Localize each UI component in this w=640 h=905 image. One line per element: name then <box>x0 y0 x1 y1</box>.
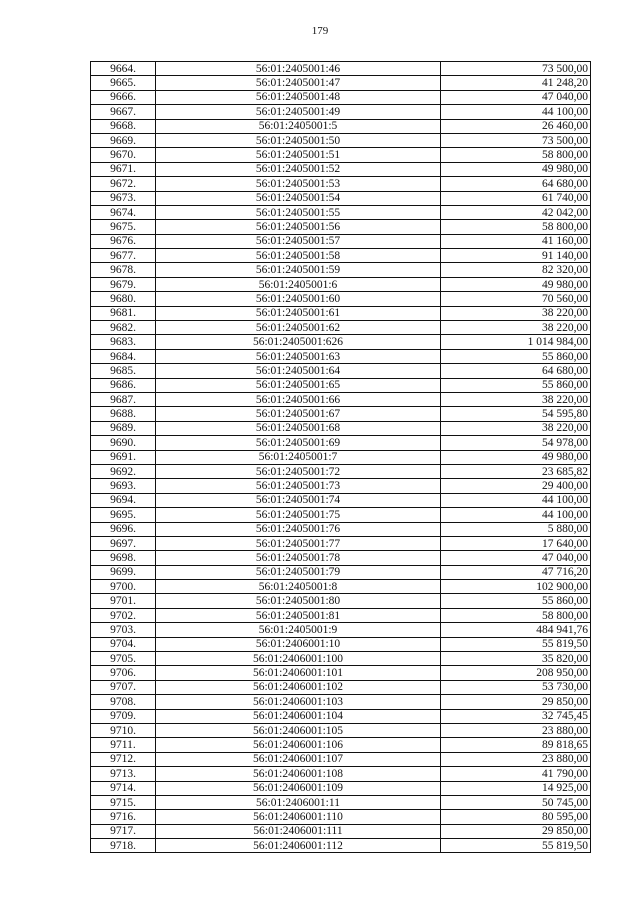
row-number: 9697. <box>91 536 156 550</box>
table-row <box>91 565 591 579</box>
cadastral-number: 56:01:2406001:104 <box>156 709 441 723</box>
row-number: 9703. <box>91 623 156 637</box>
cadastral-value: 55 860,00 <box>441 349 591 363</box>
table-row <box>91 148 591 162</box>
cadastral-number: 56:01:2406001:101 <box>156 666 441 680</box>
table-row <box>91 436 591 450</box>
row-number: 9712. <box>91 752 156 766</box>
row-number: 9687. <box>91 392 156 406</box>
row-number: 9678. <box>91 263 156 277</box>
table-row <box>91 709 591 723</box>
cadastral-number: 56:01:2405001:67 <box>156 407 441 421</box>
cadastral-value: 47 040,00 <box>441 551 591 565</box>
cadastral-value: 55 819,50 <box>441 637 591 651</box>
cadastral-number: 56:01:2405001:7 <box>156 450 441 464</box>
table-row <box>91 580 591 594</box>
table-row <box>91 119 591 133</box>
table-row <box>91 392 591 406</box>
cadastral-value: 49 980,00 <box>441 450 591 464</box>
cadastral-number: 56:01:2405001:61 <box>156 306 441 320</box>
table-row <box>91 810 591 824</box>
cadastral-value: 55 860,00 <box>441 378 591 392</box>
cadastral-number: 56:01:2405001:59 <box>156 263 441 277</box>
cadastral-number: 56:01:2405001:49 <box>156 105 441 119</box>
table-row <box>91 767 591 781</box>
table-row <box>91 752 591 766</box>
table-row <box>91 76 591 90</box>
cadastral-number: 56:01:2406001:108 <box>156 767 441 781</box>
table-row <box>91 90 591 104</box>
row-number: 9667. <box>91 105 156 119</box>
cadastral-number: 56:01:2406001:109 <box>156 781 441 795</box>
row-number: 9692. <box>91 464 156 478</box>
cadastral-number: 56:01:2405001:8 <box>156 580 441 594</box>
row-number: 9713. <box>91 767 156 781</box>
row-number: 9682. <box>91 321 156 335</box>
cadastral-value: 35 820,00 <box>441 652 591 666</box>
row-number: 9711. <box>91 738 156 752</box>
table-row <box>91 292 591 306</box>
row-number: 9706. <box>91 666 156 680</box>
row-number: 9698. <box>91 551 156 565</box>
table-row <box>91 162 591 176</box>
row-number: 9695. <box>91 508 156 522</box>
cadastral-number: 56:01:2405001:6 <box>156 277 441 291</box>
table-row <box>91 407 591 421</box>
cadastral-value: 5 880,00 <box>441 522 591 536</box>
row-number: 9670. <box>91 148 156 162</box>
cadastral-number: 56:01:2405001:62 <box>156 321 441 335</box>
cadastral-number: 56:01:2406001:103 <box>156 695 441 709</box>
cadastral-number: 56:01:2405001:5 <box>156 119 441 133</box>
row-number: 9701. <box>91 594 156 608</box>
cadastral-number: 56:01:2405001:64 <box>156 364 441 378</box>
table-row <box>91 205 591 219</box>
cadastral-number: 56:01:2405001:76 <box>156 522 441 536</box>
cadastral-value: 80 595,00 <box>441 810 591 824</box>
row-number: 9676. <box>91 234 156 248</box>
cadastral-number: 56:01:2406001:10 <box>156 637 441 651</box>
table-row <box>91 738 591 752</box>
cadastral-number: 56:01:2405001:53 <box>156 177 441 191</box>
cadastral-number: 56:01:2405001:57 <box>156 234 441 248</box>
cadastral-value: 44 100,00 <box>441 493 591 507</box>
table-row <box>91 62 591 76</box>
row-number: 9675. <box>91 220 156 234</box>
cadastral-value: 89 818,65 <box>441 738 591 752</box>
table-row <box>91 105 591 119</box>
cadastral-number: 56:01:2405001:58 <box>156 249 441 263</box>
cadastral-value: 41 248,20 <box>441 76 591 90</box>
cadastral-value: 38 220,00 <box>441 306 591 320</box>
row-number: 9677. <box>91 249 156 263</box>
table-row <box>91 321 591 335</box>
cadastral-value: 54 595,80 <box>441 407 591 421</box>
row-number: 9690. <box>91 436 156 450</box>
cadastral-number: 56:01:2406001:105 <box>156 723 441 737</box>
cadastral-value: 44 100,00 <box>441 508 591 522</box>
table-row <box>91 191 591 205</box>
cadastral-value: 58 800,00 <box>441 148 591 162</box>
cadastral-number: 56:01:2405001:68 <box>156 421 441 435</box>
cadastral-value: 23 880,00 <box>441 723 591 737</box>
table-row <box>91 666 591 680</box>
table-row <box>91 536 591 550</box>
table-row <box>91 781 591 795</box>
cadastral-number: 56:01:2405001:74 <box>156 493 441 507</box>
cadastral-value: 49 980,00 <box>441 277 591 291</box>
cadastral-value: 73 500,00 <box>441 62 591 76</box>
table-row <box>91 450 591 464</box>
cadastral-number: 56:01:2406001:102 <box>156 680 441 694</box>
cadastral-value: 41 160,00 <box>441 234 591 248</box>
row-number: 9668. <box>91 119 156 133</box>
row-number: 9685. <box>91 364 156 378</box>
row-number: 9715. <box>91 795 156 809</box>
row-number: 9707. <box>91 680 156 694</box>
table-row <box>91 680 591 694</box>
cadastral-value: 23 880,00 <box>441 752 591 766</box>
table-row <box>91 364 591 378</box>
cadastral-value: 42 042,00 <box>441 205 591 219</box>
cadastral-value: 17 640,00 <box>441 536 591 550</box>
table-body <box>91 62 591 853</box>
cadastral-value: 55 860,00 <box>441 594 591 608</box>
cadastral-number: 56:01:2405001:63 <box>156 349 441 363</box>
table-row <box>91 795 591 809</box>
cadastral-value: 70 560,00 <box>441 292 591 306</box>
cadastral-value: 47 716,20 <box>441 565 591 579</box>
cadastral-value: 38 220,00 <box>441 392 591 406</box>
cadastral-value: 91 140,00 <box>441 249 591 263</box>
row-number: 9691. <box>91 450 156 464</box>
table-row <box>91 493 591 507</box>
cadastral-number: 56:01:2405001:75 <box>156 508 441 522</box>
cadastral-number: 56:01:2405001:73 <box>156 479 441 493</box>
row-number: 9709. <box>91 709 156 723</box>
cadastral-value: 73 500,00 <box>441 133 591 147</box>
cadastral-number: 56:01:2405001:50 <box>156 133 441 147</box>
cadastral-number: 56:01:2406001:107 <box>156 752 441 766</box>
cadastral-value: 44 100,00 <box>441 105 591 119</box>
cadastral-value: 29 850,00 <box>441 695 591 709</box>
row-number: 9693. <box>91 479 156 493</box>
table-row <box>91 652 591 666</box>
table-row <box>91 263 591 277</box>
cadastral-value: 32 745,45 <box>441 709 591 723</box>
cadastral-number: 56:01:2405001:46 <box>156 62 441 76</box>
cadastral-value-table <box>90 61 591 853</box>
row-number: 9664. <box>91 62 156 76</box>
cadastral-value: 29 850,00 <box>441 824 591 838</box>
table-row <box>91 277 591 291</box>
row-number: 9686. <box>91 378 156 392</box>
table-row <box>91 637 591 651</box>
cadastral-value: 49 980,00 <box>441 162 591 176</box>
cadastral-number: 56:01:2405001:48 <box>156 90 441 104</box>
table-row <box>91 249 591 263</box>
row-number: 9671. <box>91 162 156 176</box>
row-number: 9696. <box>91 522 156 536</box>
row-number: 9708. <box>91 695 156 709</box>
row-number: 9673. <box>91 191 156 205</box>
row-number: 9679. <box>91 277 156 291</box>
cadastral-number: 56:01:2406001:111 <box>156 824 441 838</box>
cadastral-value: 41 790,00 <box>441 767 591 781</box>
cadastral-number: 56:01:2406001:110 <box>156 810 441 824</box>
row-number: 9684. <box>91 349 156 363</box>
row-number: 9669. <box>91 133 156 147</box>
cadastral-value: 102 900,00 <box>441 580 591 594</box>
row-number: 9702. <box>91 608 156 622</box>
table-row <box>91 378 591 392</box>
row-number: 9714. <box>91 781 156 795</box>
row-number: 9694. <box>91 493 156 507</box>
cadastral-number: 56:01:2405001:79 <box>156 565 441 579</box>
row-number: 9710. <box>91 723 156 737</box>
cadastral-number: 56:01:2405001:54 <box>156 191 441 205</box>
table-row <box>91 508 591 522</box>
cadastral-number: 56:01:2405001:66 <box>156 392 441 406</box>
row-number: 9672. <box>91 177 156 191</box>
cadastral-value: 29 400,00 <box>441 479 591 493</box>
row-number: 9680. <box>91 292 156 306</box>
cadastral-number: 56:01:2405001:52 <box>156 162 441 176</box>
row-number: 9666. <box>91 90 156 104</box>
cadastral-number: 56:01:2405001:9 <box>156 623 441 637</box>
cadastral-value: 61 740,00 <box>441 191 591 205</box>
row-number: 9688. <box>91 407 156 421</box>
row-number: 9717. <box>91 824 156 838</box>
cadastral-number: 56:01:2406001:112 <box>156 839 441 853</box>
page-number: 179 <box>311 25 329 37</box>
cadastral-number: 56:01:2405001:80 <box>156 594 441 608</box>
cadastral-number: 56:01:2405001:626 <box>156 335 441 349</box>
cadastral-number: 56:01:2405001:56 <box>156 220 441 234</box>
table-row <box>91 551 591 565</box>
cadastral-value: 58 800,00 <box>441 608 591 622</box>
row-number: 9689. <box>91 421 156 435</box>
cadastral-value: 26 460,00 <box>441 119 591 133</box>
row-number: 9674. <box>91 205 156 219</box>
row-number: 9705. <box>91 652 156 666</box>
cadastral-number: 56:01:2406001:106 <box>156 738 441 752</box>
table-row <box>91 349 591 363</box>
table-row <box>91 335 591 349</box>
table-row <box>91 695 591 709</box>
cadastral-value: 55 819,50 <box>441 839 591 853</box>
cadastral-number: 56:01:2405001:55 <box>156 205 441 219</box>
row-number: 9700. <box>91 580 156 594</box>
table-row <box>91 824 591 838</box>
row-number: 9665. <box>91 76 156 90</box>
row-number: 9699. <box>91 565 156 579</box>
cadastral-number: 56:01:2406001:11 <box>156 795 441 809</box>
cadastral-value: 1 014 984,00 <box>441 335 591 349</box>
table-row <box>91 522 591 536</box>
row-number: 9683. <box>91 335 156 349</box>
row-number: 9716. <box>91 810 156 824</box>
table-row <box>91 623 591 637</box>
cadastral-value: 484 941,76 <box>441 623 591 637</box>
cadastral-number: 56:01:2406001:100 <box>156 652 441 666</box>
cadastral-number: 56:01:2405001:51 <box>156 148 441 162</box>
table-row <box>91 133 591 147</box>
cadastral-value: 38 220,00 <box>441 421 591 435</box>
cadastral-number: 56:01:2405001:78 <box>156 551 441 565</box>
cadastral-value: 54 978,00 <box>441 436 591 450</box>
cadastral-number: 56:01:2405001:65 <box>156 378 441 392</box>
cadastral-number: 56:01:2405001:72 <box>156 464 441 478</box>
cadastral-number: 56:01:2405001:81 <box>156 608 441 622</box>
cadastral-value: 50 745,00 <box>441 795 591 809</box>
table-row <box>91 479 591 493</box>
cadastral-value: 38 220,00 <box>441 321 591 335</box>
row-number: 9718. <box>91 839 156 853</box>
table-row <box>91 306 591 320</box>
cadastral-value: 58 800,00 <box>441 220 591 234</box>
table-row <box>91 421 591 435</box>
cadastral-value: 64 680,00 <box>441 177 591 191</box>
cadastral-value: 23 685,82 <box>441 464 591 478</box>
table-row <box>91 839 591 853</box>
row-number: 9704. <box>91 637 156 651</box>
table-row <box>91 234 591 248</box>
cadastral-value: 64 680,00 <box>441 364 591 378</box>
table-row <box>91 723 591 737</box>
cadastral-number: 56:01:2405001:77 <box>156 536 441 550</box>
cadastral-value: 53 730,00 <box>441 680 591 694</box>
cadastral-value: 208 950,00 <box>441 666 591 680</box>
table-row <box>91 177 591 191</box>
cadastral-value: 14 925,00 <box>441 781 591 795</box>
table-row <box>91 608 591 622</box>
table-row <box>91 594 591 608</box>
table-row <box>91 220 591 234</box>
cadastral-value: 82 320,00 <box>441 263 591 277</box>
table-row <box>91 464 591 478</box>
cadastral-value: 47 040,00 <box>441 90 591 104</box>
cadastral-number: 56:01:2405001:60 <box>156 292 441 306</box>
cadastral-number: 56:01:2405001:69 <box>156 436 441 450</box>
row-number: 9681. <box>91 306 156 320</box>
cadastral-number: 56:01:2405001:47 <box>156 76 441 90</box>
